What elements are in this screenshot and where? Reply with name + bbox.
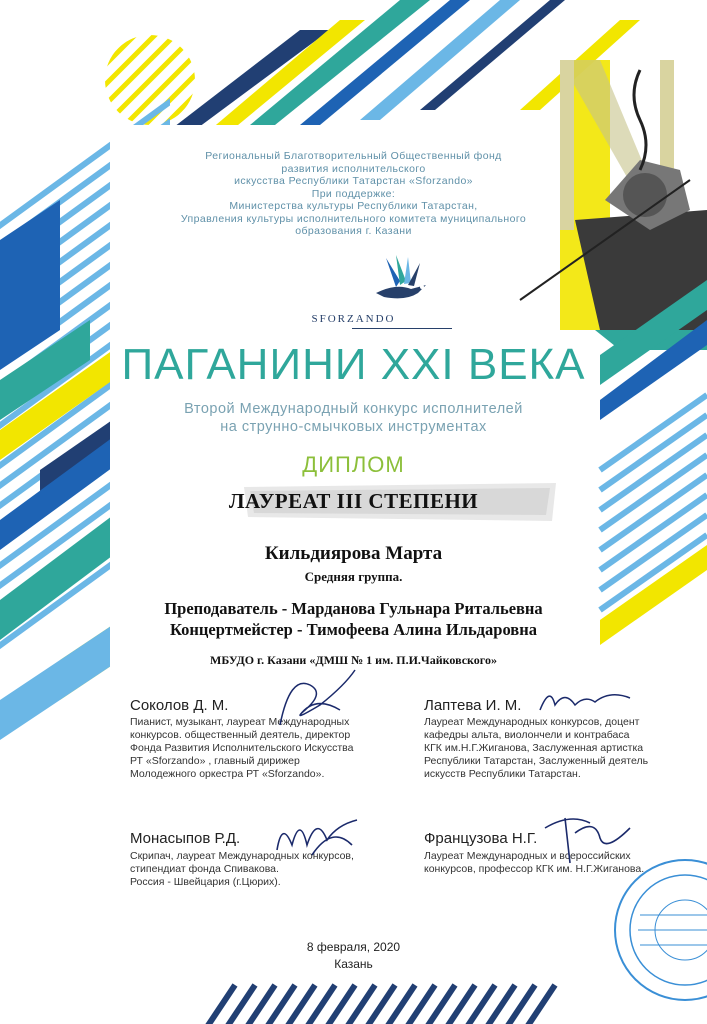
- jury-desc-line: конкурсов. общественный деятель, директор: [130, 729, 351, 741]
- diploma-date: 8 февраля, 2020: [306, 940, 401, 954]
- subtitle-line: Второй Международный конкурс исполнителей: [184, 401, 523, 417]
- signature-sokolov: [270, 665, 360, 735]
- award-title: ЛАУРЕАТ III СТЕПЕНИ: [228, 489, 479, 513]
- accompanist-line: Концертмейстер - Тимофеева Алина Ильдаровна: [170, 620, 537, 639]
- winner-group: Средняя группа.: [304, 569, 403, 584]
- bird-logo-icon: [366, 253, 436, 311]
- organizer-line: При поддержке:: [311, 187, 396, 200]
- jury-desc-line: Лауреат Международных конкурсов, доцент: [424, 716, 640, 728]
- organizer-block: [0, 150, 707, 238]
- jury-desc-line: Молодежного оркестра РТ «Sforzando».: [130, 768, 325, 780]
- organizer-line: Министерства культуры Республики Татарстан,: [229, 200, 478, 212]
- organizer-line: развития исполнительского: [281, 162, 426, 175]
- subtitle-line: на струнно-смычковых инструментах: [220, 419, 487, 435]
- jury-desc-line: Лауреат Международных и всероссийских: [424, 850, 631, 862]
- organizer-line: образования г. Казани: [295, 225, 412, 237]
- organizer-line: Управления культуры исполнительного комитета муниципального: [180, 212, 527, 225]
- competition-title: ПАГАНИНИ XXI ВЕКА: [121, 340, 586, 389]
- winner-name: Кильдиярова Марта: [264, 543, 443, 564]
- teacher-line: Преподаватель - Марданова Гульнара Ритальевна: [164, 599, 543, 618]
- jury-desc-line: конкурсов, профессор КГК им. Н.Г.Жиганова.: [424, 863, 645, 875]
- teachers-block: [0, 598, 707, 640]
- signature-lapteva: [535, 680, 635, 720]
- jury-desc-line: кафедры альта, виолончели и контрабаса: [424, 729, 630, 741]
- diploma-label: ДИПЛОМ: [302, 452, 405, 477]
- jury-desc-line: искусств Республики Татарстан.: [424, 768, 581, 780]
- jury-desc-line: Республики Татарстан, Заслуженный деятель: [424, 755, 649, 767]
- jury-description: [424, 716, 648, 781]
- brand-divider: [352, 328, 452, 329]
- diploma-city: Казань: [334, 957, 373, 971]
- jury-desc-line: РТ «Sforzando» , главный дирижер: [130, 755, 300, 767]
- jury-desc-line: Фонда Развития Исполнительского Искусства: [130, 742, 354, 754]
- signature-monasypov: [272, 805, 362, 865]
- brand-name: SFORZANDO: [311, 313, 396, 325]
- competition-subtitle: [0, 400, 707, 436]
- organization-stamp: [610, 855, 707, 1005]
- jury-name: Монасыпов Р.Д.: [130, 830, 241, 847]
- jury-name: Лаптева И. М.: [424, 697, 522, 714]
- organizer-line: Региональный Благотворительный Общественный фонд: [205, 150, 502, 162]
- jury-desc-line: Скрипач, лауреат Международных конкурсов,: [130, 850, 354, 862]
- jury-name: Французова Н.Г.: [424, 830, 538, 847]
- school-name: МБУДО г. Казани «ДМШ № 1 им. П.И.Чайковского»: [210, 653, 497, 667]
- jury-desc-line: Россия - Швейцария (г.Цюрих).: [130, 876, 281, 888]
- organizer-line: искусства Республики Татарстан «Sforzando»: [234, 175, 473, 187]
- jury-name: Соколов Д. М.: [130, 697, 229, 714]
- jury-desc-line: Пианист, музыкант, лауреат Международных: [130, 716, 350, 728]
- jury-desc-line: КГК им.Н.Г.Жиганова, Заслуженная артистка: [424, 742, 644, 754]
- jury-desc-line: стипендиат фонда Спивакова.: [130, 863, 279, 875]
